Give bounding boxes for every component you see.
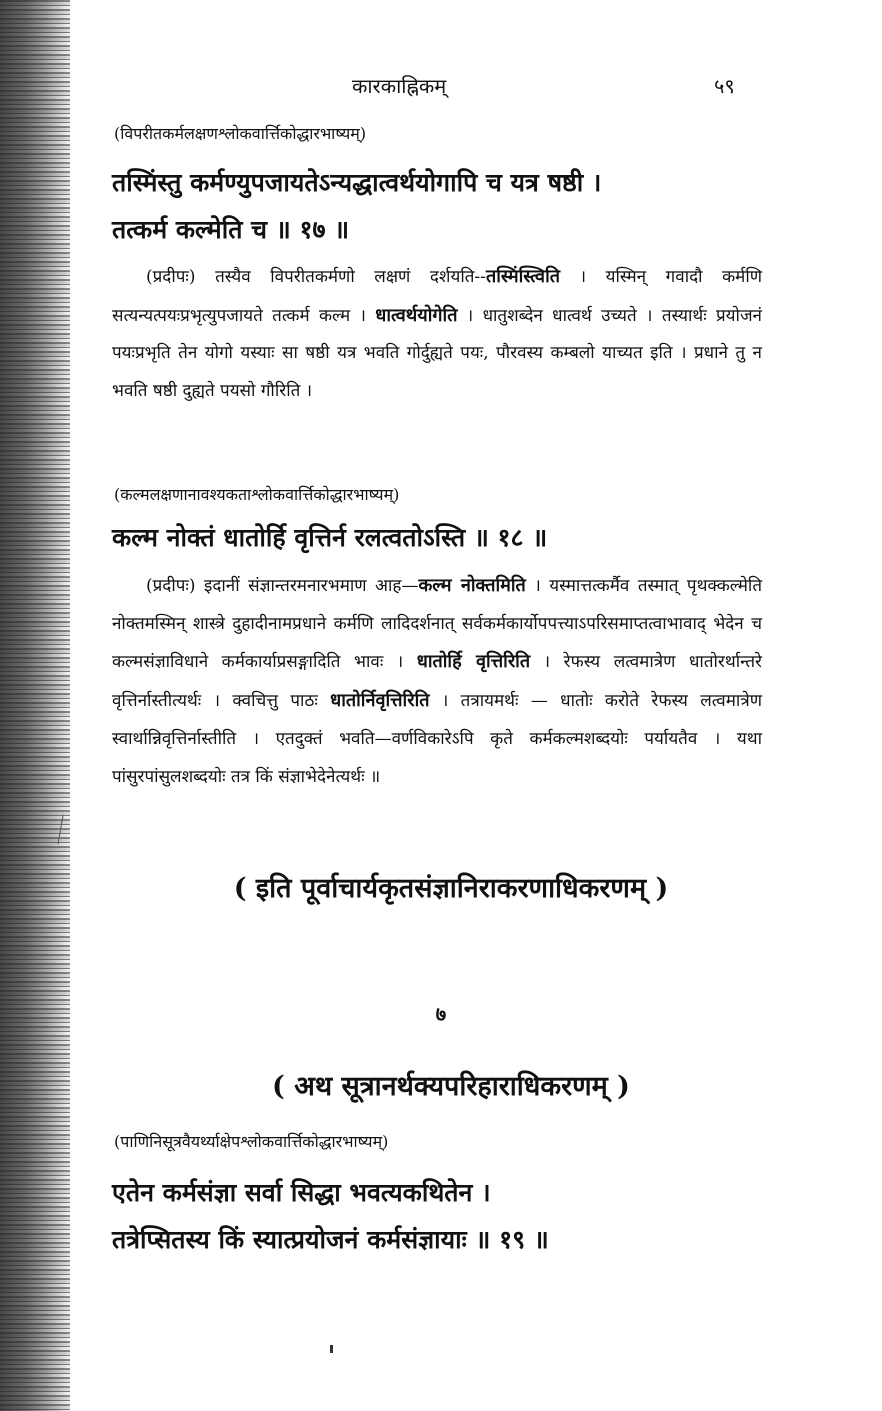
commentary-keyword: तस्मिंस्त्विति bbox=[485, 266, 560, 287]
commentary-text: । यस्मिन् गवादौ कर्मणि सत्यन्यत्पयःप्रभृत्युपजायते तत्कर्म कल्म । bbox=[112, 267, 763, 326]
ink-speck bbox=[330, 1345, 333, 1353]
commentary-text: । तत्रायमर्थः — धातोः करोते रेफस्य लत्वमात्रेण स्वार्थान्निवृत्तिर्नास्तीति । एतदुक्तं भवति—वर्णविकारेऽपि कृते कर्मकल्मशब्दयोः पर्यायतैव । यथा पांसुरपांसुलशब्दयोः तत्र किं संज्ञाभेदेनेत्यर्थः ॥ bbox=[112, 691, 762, 787]
commentary-text: । धातुशब्देन धात्वर्थ उच्यते । तस्यार्थः प्रयोजनं पयःप्रभृति तेन योगो यस्याः सा षष्ठी यत्र भवति गोर्दुह्यते पयः, पौरवस्य कम्बलो याच्यत इति । प्रधाने तु न भवति षष्ठी दुह्यते पयसो गौरिति । bbox=[112, 305, 762, 402]
commentary-paragraph bbox=[112, 258, 762, 411]
commentary-text: इदानीं संज्ञान्तरमनारभमाण आह— bbox=[203, 576, 419, 596]
verse-line: कल्म नोक्तं धातोर्हि वृत्तिर्न रलत्वतोऽस्ति ॥ १८ ॥ bbox=[112, 523, 548, 552]
commentary-label: (प्रदीपः) bbox=[146, 267, 196, 287]
commentary-text: । यस्मात्तत्कर्मैव तस्मात् पृथक्कल्मेति नोक्तमस्मिन् शास्त्रे दुहादीनामप्रधाने कर्मणि लादिदर्शनात् सर्वकर्मकार्योपपत्त्याऽपरिसमाप्तत्वाभावाद् भेदेन च कल्मसंज्ञाविधाने कर्मकार्याप्रसङ्गादिति भावः । bbox=[112, 576, 763, 673]
section-end-heading: ( इति पूर्वाचार्यकृतसंज्ञानिराकरणाधिकरणम् ) bbox=[233, 873, 669, 904]
commentary-text: तस्यैव विपरीतकर्मणो लक्षणं दर्शयति-- bbox=[215, 267, 486, 287]
verse-line: तत्कर्म कल्मेति च ॥ १७ ॥ bbox=[112, 215, 350, 244]
source-note: (पाणिनिसूत्रवैयर्थ्याक्षेपश्लोकवार्त्तिकोद्धारभाष्यम्) bbox=[114, 1132, 389, 1151]
commentary-keyword: धातोर्निवृत्तिरिति bbox=[330, 690, 430, 712]
running-header: कारकाह्निकम् bbox=[352, 74, 447, 98]
commentary-text: । रेफस्य लत्वमात्रेण धातोरर्थान्तरे वृत्तिर्नास्तीत्यर्थः । क्वचित्तु पाठः bbox=[112, 652, 763, 712]
verse-line: तत्रेप्सितस्य किं स्यात्प्रयोजनं कर्मसंज्ञायाः ॥ १९ ॥ bbox=[112, 1225, 549, 1254]
commentary-label: (प्रदीपः) bbox=[146, 576, 196, 596]
commentary-keyword: धात्वर्थयोगेति bbox=[375, 304, 458, 326]
verse-line: एतेन कर्मसंज्ञा सर्वा सिद्धा भवत्यकथितेन । bbox=[112, 1178, 491, 1207]
section-start-heading: ( अथ सूत्रानर्थक्यपरिहाराधिकरणम् ) bbox=[272, 1071, 630, 1102]
section-number: ७ bbox=[435, 1002, 447, 1026]
commentary-keyword: धातोर्हि वृत्तिरिति bbox=[416, 651, 531, 673]
commentary-keyword: कल्म नोक्तमिति bbox=[418, 575, 526, 596]
verse-line: तस्मिंस्तु कर्मण्युपजायतेऽन्यद्धात्वर्थयोगापि च यत्र षष्ठी । bbox=[112, 168, 602, 197]
commentary-paragraph bbox=[112, 567, 762, 796]
page-edge-shadow bbox=[0, 0, 70, 1411]
source-note: (कल्मलक्षणानावश्यकताश्लोकवार्त्तिकोद्धारभाष्यम्) bbox=[114, 485, 400, 504]
source-note: (विपरीतकर्मलक्षणश्लोकवार्त्तिकोद्धारभाष्यम्) bbox=[114, 124, 367, 143]
page-number: ५९ bbox=[714, 74, 735, 98]
